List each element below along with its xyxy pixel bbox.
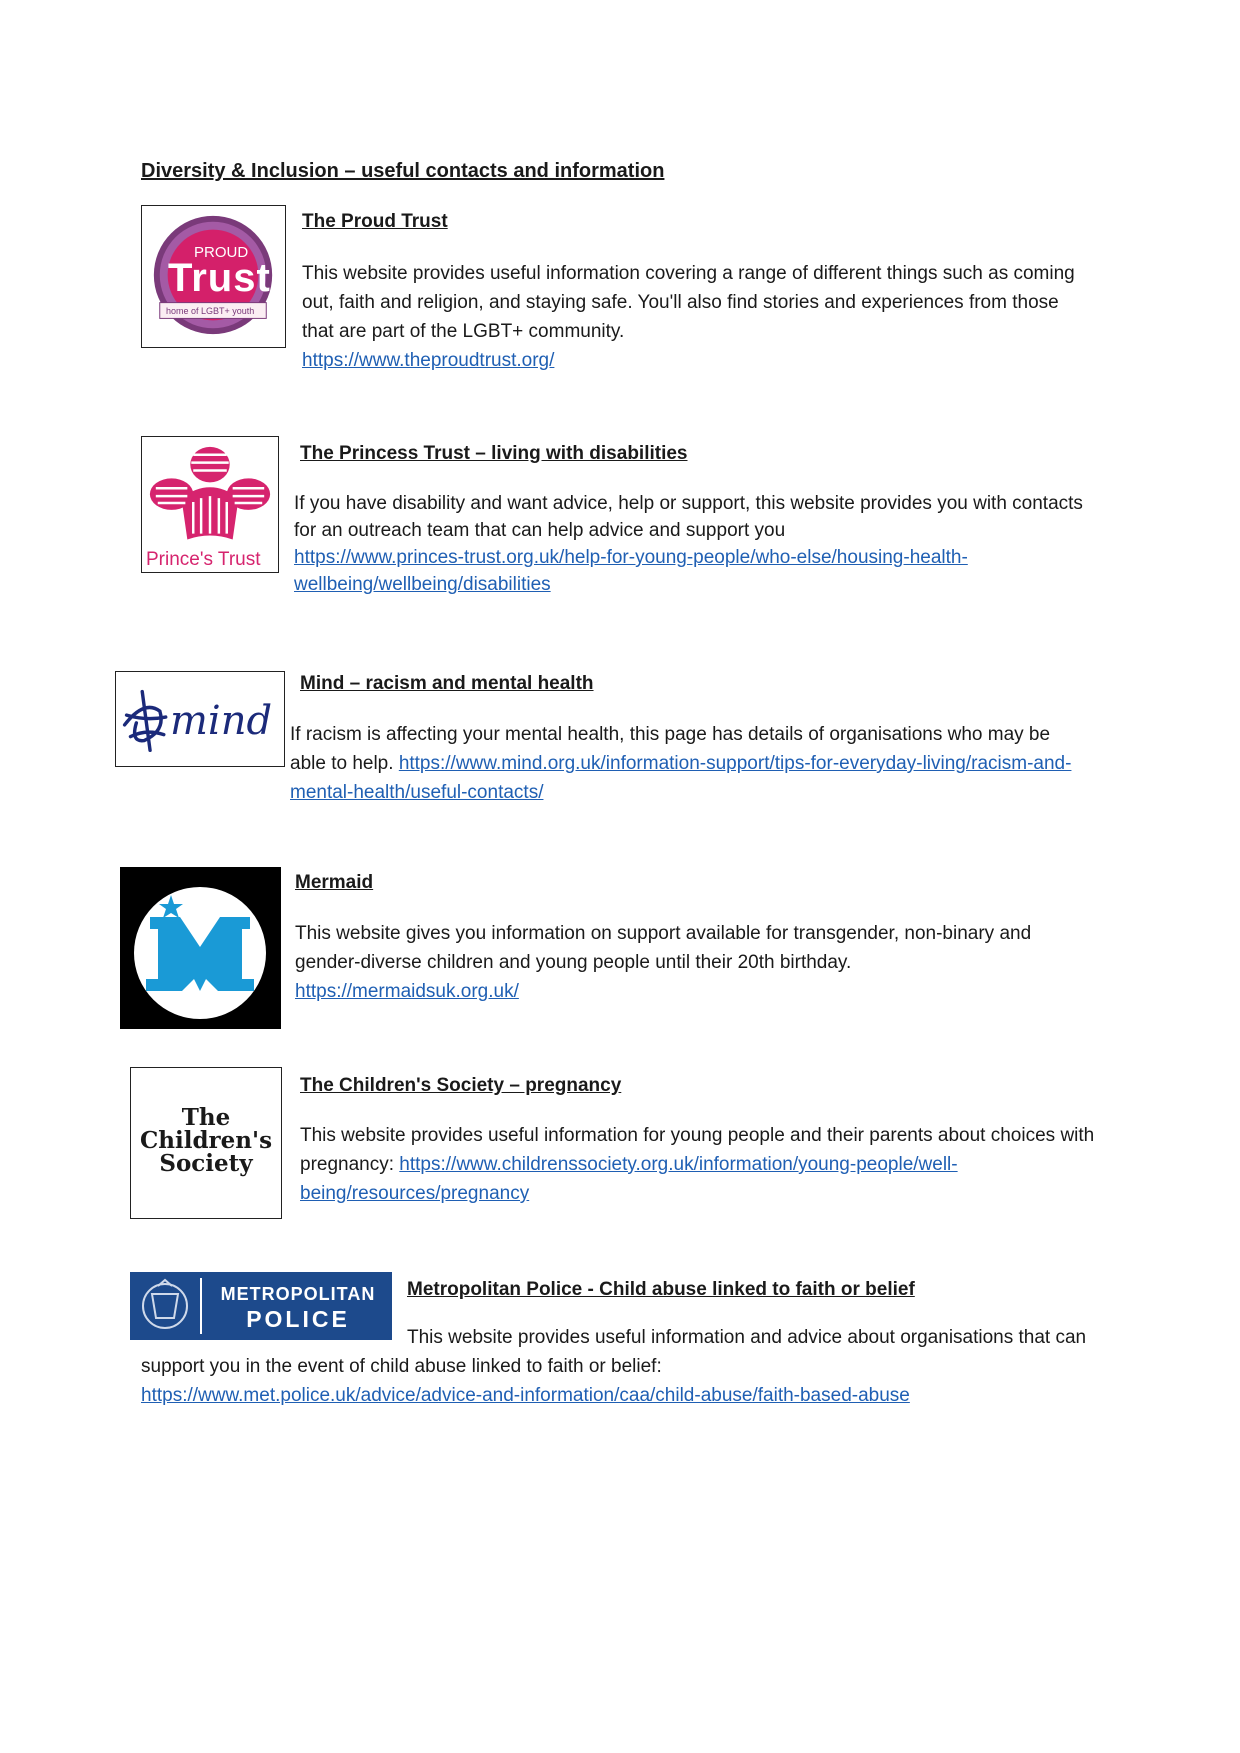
entry-description: If racism is affecting your mental health, this page has details of organisations who may be able to help. <box>290 724 1051 774</box>
mermaid-link[interactable]: https://mermaidsuk.org.uk/ <box>295 981 519 1002</box>
entry-title-proud-trust: The Proud Trust <box>302 211 448 232</box>
entry-text-mind <box>290 720 1090 807</box>
proud-trust-logo-tagline: home of LGBT+ youth <box>166 306 255 316</box>
mermaids-logo <box>120 867 281 1029</box>
entry-description: This website provides useful information and advice about organisations that can support you in the event of child abuse linked to faith or belief: <box>141 1327 1087 1377</box>
proud-trust-logo-line1: PROUD <box>194 244 249 261</box>
mind-link[interactable]: https://www.mind.org.uk/information-support/tips-for-everyday-living/racism-and-mental-health/useful-contacts/ <box>290 753 1072 803</box>
entry-description: This website gives you information on support available for transgender, non-binary and gender-diverse children and young people until their 20th birthday. <box>295 923 1032 973</box>
entry-text-mermaid <box>295 919 1100 1006</box>
princes-trust-link[interactable]: https://www.princes-trust.org.uk/help-for-young-people/who-else/housing-health-wellbeing/wellbeing/disabilities <box>294 547 968 595</box>
mind-logo <box>115 671 285 767</box>
princes-trust-logo <box>141 436 279 573</box>
mind-logo-wordmark: mind <box>170 698 273 744</box>
entry-title-mind: Mind – racism and mental health <box>300 673 594 694</box>
childrens-society-logo-line3: Society <box>159 1150 253 1177</box>
childrens-society-logo-line1: The <box>181 1104 231 1131</box>
entry-title-met-police: Metropolitan Police - Child abuse linked to faith or belief <box>407 1279 915 1300</box>
entry-title-mermaid: Mermaid <box>295 872 374 893</box>
proud-trust-link[interactable]: https://www.theproudtrust.org/ <box>302 350 555 371</box>
childrens-society-link[interactable]: https://www.childrenssociety.org.uk/information/young-people/well-being/resources/pregnancy <box>300 1154 958 1204</box>
entry-title-princes-trust: The Princess Trust – living with disabilities <box>300 443 688 464</box>
princes-trust-logo-caption: Prince's Trust <box>146 549 261 570</box>
childrens-society-logo-line2: Children's <box>139 1127 273 1154</box>
entry-text-proud-trust <box>302 259 1092 375</box>
entry-text-princes-trust <box>294 490 1094 598</box>
met-police-link[interactable]: https://www.met.police.uk/advice/advice-and-information/caa/child-abuse/faith-based-abuse <box>141 1385 910 1406</box>
proud-trust-logo <box>141 205 286 348</box>
childrens-society-logo <box>130 1067 282 1219</box>
entry-description: This website provides useful information covering a range of different things such as coming out, faith and religion, and staying safe. You'll also find stories and experiences from those that are part of the LGBT+ community. <box>302 263 1075 342</box>
entry-description: If you have disability and want advice, help or support, this website provides you with contacts for an outreach team that can help advice and support you <box>294 493 1083 541</box>
proud-trust-logo-line2: Trust <box>168 256 271 300</box>
met-police-logo-line2: POLICE <box>246 1306 350 1332</box>
entry-title-childrens-society: The Children's Society – pregnancy <box>300 1075 622 1096</box>
entry-text-met-police <box>141 1323 1101 1410</box>
page-heading: Diversity & Inclusion – useful contacts and information <box>141 160 665 182</box>
met-police-logo-line1: METROPOLITAN <box>220 1284 376 1304</box>
entry-text-childrens-society <box>300 1121 1100 1208</box>
entry-description: This website provides useful information for young people and their parents about choices with pregnancy: <box>300 1125 1095 1175</box>
